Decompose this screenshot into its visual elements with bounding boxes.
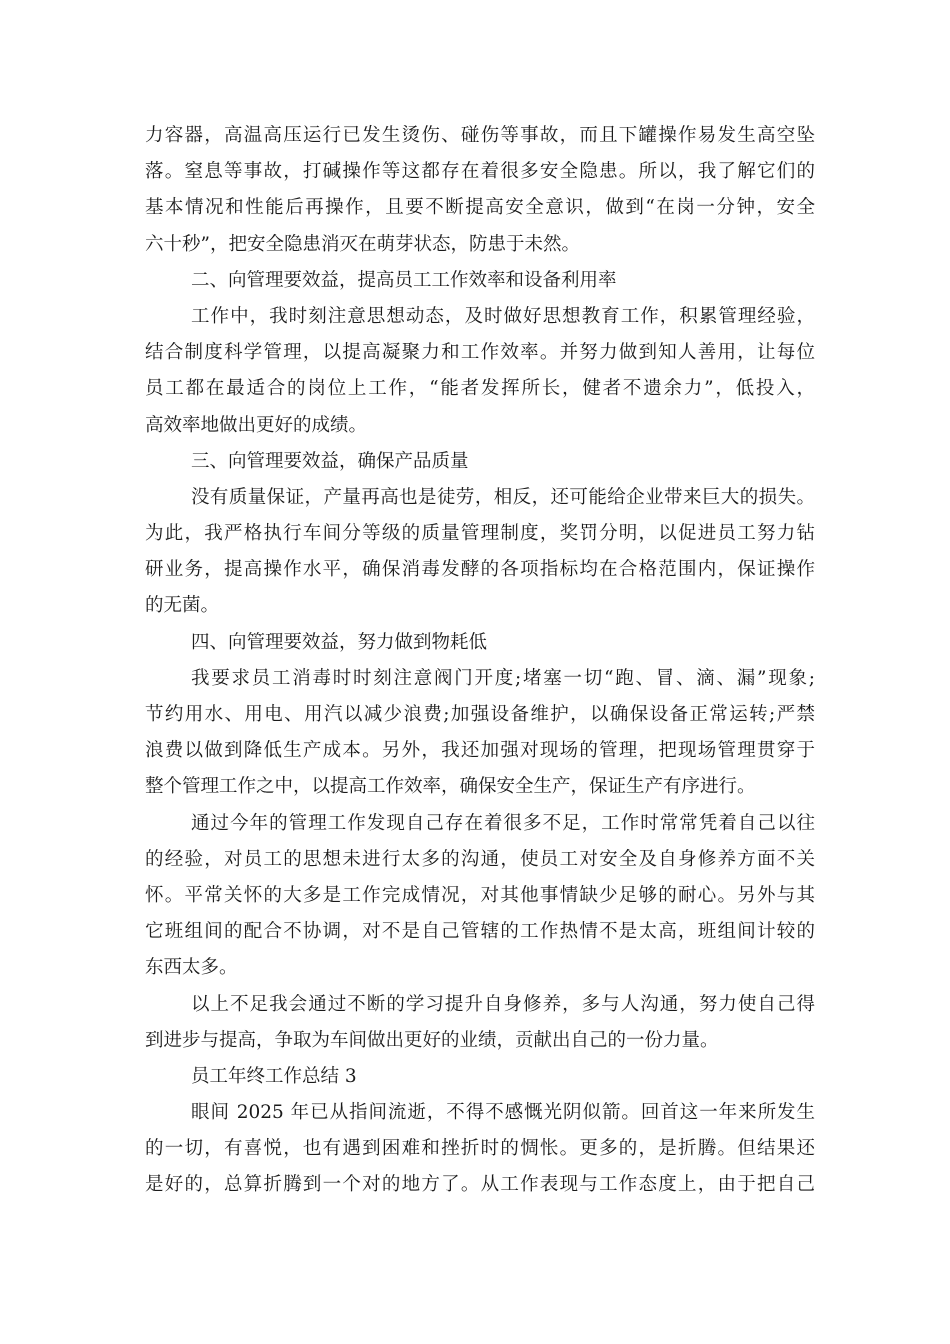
text-line: 整个管理工作之中，以提高工作效率，确保安全生产，保证生产有序进行。: [145, 776, 756, 798]
text-line: 研业务，提高操作水平，确保消毒发酵的各项指标均在合格范围内，保证操作: [145, 559, 815, 581]
text-line: 浪费以做到降低生产成本。另外，我还加强对现场的管理，把现场管理贯穿于: [145, 740, 815, 762]
text-line: 结合制度科学管理，以提高凝聚力和工作效率。并努力做到知人善用，让每位: [145, 342, 815, 364]
text-line: 基本情况和性能后再操作，且要不断提高安全意识，做到“在岗一分钟，安全: [145, 197, 815, 219]
text-line: 员工年终工作总结 3: [191, 1065, 357, 1087]
text-line: 没有质量保证，产量再高也是徒劳，相反，还可能给企业带来巨大的损失。: [191, 486, 815, 508]
text-line: 我要求员工消毒时时刻注意阀门开度;堵塞一切“跑、冒、滴、漏”现象;: [191, 667, 815, 689]
text-line: 节约用水、用电、用汽以减少浪费;加强设备维护，以确保设备正常运转;严禁: [145, 704, 815, 725]
text-line: 三、向管理要效益，确保产品质量: [191, 450, 469, 472]
text-line: 通过今年的管理工作发现自己存在着很多不足，工作时常常凭着自己以往: [191, 812, 815, 834]
text-line: 的经验，对员工的思想未进行太多的沟通，使员工对安全及自身修养方面不关: [145, 848, 815, 870]
text-line: 到进步与提高，争取为车间做出更好的业绩，贡献出自己的一份力量。: [145, 1029, 719, 1051]
text-line: 的一切，有喜悦，也有遇到困难和挫折时的惆怅。更多的，是折腾。但结果还: [145, 1138, 815, 1160]
text-line: 是好的，总算折腾到一个对的地方了。从工作表现与工作态度上，由于把自己: [145, 1174, 815, 1196]
text-line: 工作中，我时刻注意思想动态，及时做好思想教育工作，积累管理经验，: [191, 305, 815, 327]
text-line: 眼间 2025 年已从指间流逝，不得不感慨光阴似箭。回首这一年来所发生: [191, 1102, 815, 1124]
document-body: [145, 118, 815, 1204]
text-line: 高效率地做出更好的成绩。: [145, 414, 368, 436]
text-line: 二、向管理要效益，提高员工工作效率和设备利用率: [191, 269, 617, 291]
text-line: 落。窒息等事故，打碱操作等这都存在着很多安全隐患。所以，我了解它们的: [145, 161, 815, 183]
text-line: 它班组间的配合不协调，对不是自己管辖的工作热情不是太高，班组间计较的: [145, 921, 815, 943]
text-line: 以上不足我会通过不断的学习提升自身修养，多与人沟通，努力使自己得: [191, 993, 815, 1015]
text-line: 员工都在最适合的岗位上工作，“能者发挥所长，健者不遗余力”，低投入，: [145, 378, 815, 400]
text-line: 为此，我严格执行车间分等级的质量管理制度，奖罚分明，以促进员工努力钻: [145, 523, 815, 545]
text-line: 力容器，高温高压运行已发生烫伤、碰伤等事故，而且下罐操作易发生高空坠: [145, 125, 815, 146]
text-line: 六十秒”，把安全隐患消灭在萌芽状态，防患于未然。: [145, 233, 580, 255]
text-line: 怀。平常关怀的大多是工作完成情况，对其他事情缺少足够的耐心。另外与其: [145, 884, 815, 906]
text-line: 四、向管理要效益，努力做到物耗低: [191, 631, 488, 653]
text-line: 东西太多。: [145, 957, 238, 979]
text-line: 的无菌。: [145, 595, 220, 617]
